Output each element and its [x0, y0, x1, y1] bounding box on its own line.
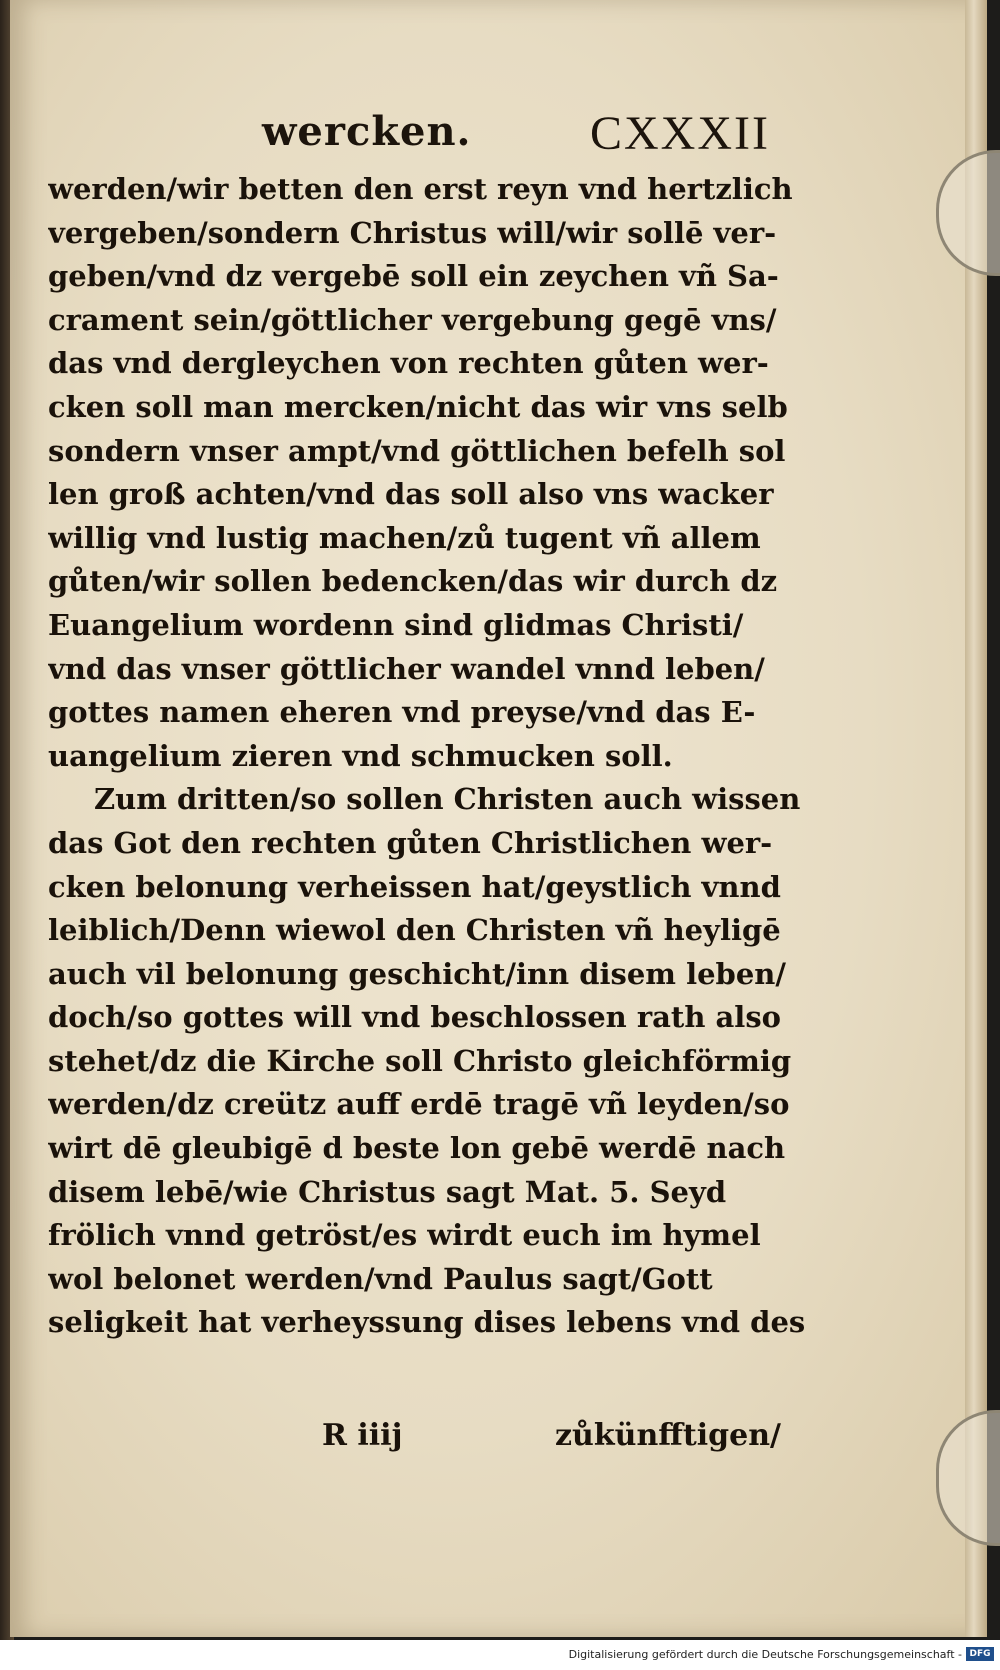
text-line: das vnd dergleychen von rechten gůten wer-	[48, 346, 769, 381]
dfg-logo: DFG	[966, 1647, 994, 1661]
text-line: stehet/dz die Kirche soll Christo gleichförmig	[48, 1043, 792, 1078]
footer-credit: Digitalisierung gefördert durch die Deutsche Forschungsgemeinschaft -	[568, 1648, 962, 1661]
text-line: leiblich/Denn wiewol den Christen vñ heyligē	[48, 913, 781, 948]
signature-mark: R iiij	[322, 1418, 403, 1453]
folio-number: CXXXII	[590, 107, 770, 160]
text-line: gůten/wir sollen bedencken/das wir durch dz	[48, 564, 778, 599]
text-line: disem lebē/wie Christus sagt Mat. 5. Seyd	[48, 1174, 727, 1209]
paragraph-start-line: Zum dritten/so sollen Christen auch wissen	[94, 782, 801, 817]
text-line: werden/wir betten den erst reyn vnd hertzlich	[48, 172, 793, 206]
catchword: zůkünfftigen/	[555, 1418, 781, 1453]
text-line: seligkeit hat verheyssung dises lebens vnd des	[48, 1305, 806, 1340]
text-line: geben/vnd dz vergebē soll ein zeychen vñ Sa-	[48, 259, 779, 294]
text-line: crament sein/göttlicher vergebung gegē vns/	[48, 302, 777, 337]
text-line: cken belonung verheissen hat/geystlich vnnd	[48, 869, 781, 904]
text-line: werden/dz creütz auff erdē tragē vñ leyden/so	[48, 1087, 790, 1122]
text-line: Euangelium wordenn sind glidmas Christi/	[48, 607, 744, 642]
text-line: vnd das vnser göttlicher wandel vnnd leben/	[48, 651, 765, 686]
running-head: wercken.	[262, 108, 472, 155]
text-line: cken soll man mercken/nicht das wir vns selb	[48, 389, 788, 424]
body-text	[48, 168, 808, 1345]
text-line: auch vil belonung geschicht/inn disem leben/	[48, 956, 786, 991]
text-line: das Got den rechten gůten Christlichen wer-	[48, 825, 773, 860]
text-line: doch/so gottes will vnd beschlossen rath also	[48, 1000, 781, 1035]
text-line: wol belonet werden/vnd Paulus sagt/Gott	[48, 1261, 713, 1296]
text-line: uangelium zieren vnd schmucken soll.	[48, 738, 673, 773]
text-line: wirt dē gleubigē d beste lon gebē werdē nach	[48, 1131, 786, 1166]
text-line: frölich vnnd getröst/es wirdt euch im hymel	[48, 1218, 761, 1253]
text-line: vergeben/sondern Christus will/wir sollē ver-	[48, 215, 777, 250]
text-line: len groß achten/vnd das soll also vns wacker	[48, 477, 774, 512]
text-line: willig vnd lustig machen/zů tugent vñ allem	[48, 520, 761, 555]
text-line: sondern vnser ampt/vnd göttlichen befelh sol	[48, 433, 786, 468]
text-line: gottes namen eheren vnd preyse/vnd das E-	[48, 695, 756, 730]
